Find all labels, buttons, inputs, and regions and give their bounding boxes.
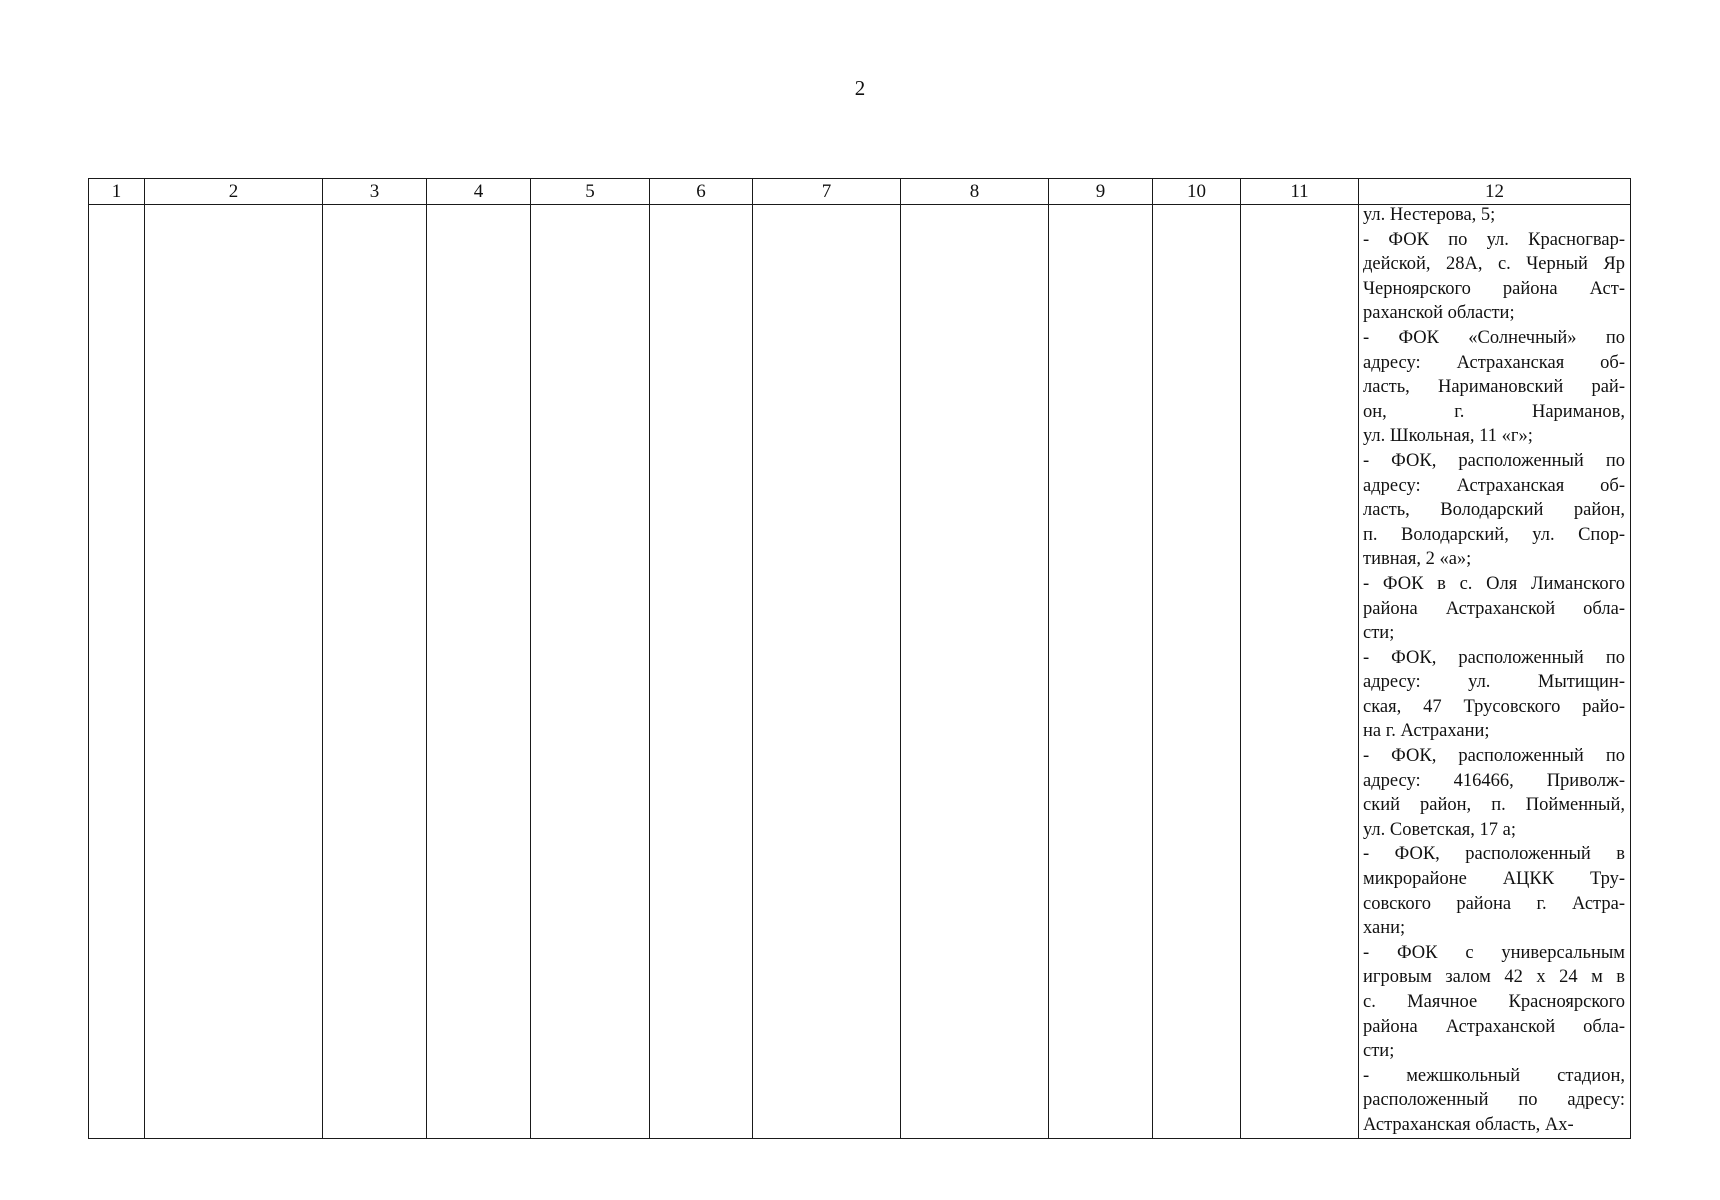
facility-text-line: ул. Школьная, 11 «г»;: [1363, 426, 1533, 447]
table-cell-col-5: [531, 205, 650, 1139]
facility-text-line: микрорайоне АЦКК Тру-: [1363, 869, 1625, 890]
facility-text-line: - ФОК по ул. Красногвар-: [1363, 229, 1625, 250]
table-cell-col-10: [1153, 205, 1241, 1139]
document-table: [88, 178, 1631, 1139]
column-header-8: 8: [901, 179, 1049, 205]
facility-text-line: ская, 47 Трусовского райо-: [1363, 696, 1625, 717]
facility-text-line: района Астраханской обла-: [1363, 598, 1625, 619]
facility-list-text: [1359, 203, 1630, 1138]
facility-text-line: - ФОК, расположенный по: [1363, 647, 1625, 668]
facility-text-line: сти;: [1363, 1041, 1395, 1062]
facility-text-line: - ФОК, расположенный по: [1363, 450, 1625, 471]
column-header-7: 7: [753, 179, 901, 205]
facility-text-line: - ФОК «Солнечный» по: [1363, 327, 1625, 348]
table-cell-col-6: [650, 205, 753, 1139]
facility-text-line: - ФОК, расположенный по: [1363, 746, 1625, 767]
facility-text-line: ласть, Наримановский рай-: [1363, 377, 1625, 398]
table-cell-col-3: [323, 205, 427, 1139]
facility-text-line: района Астраханской обла-: [1363, 1016, 1625, 1037]
facility-text-line: - ФОК в с. Оля Лиманского: [1363, 573, 1625, 594]
facility-text-line: тивная, 2 «а»;: [1363, 549, 1472, 570]
column-header-5: 5: [531, 179, 650, 205]
facility-text-line: сти;: [1363, 623, 1395, 644]
table-cell-col-11: [1241, 205, 1359, 1139]
facility-text-line: расположенный по адресу:: [1363, 1090, 1625, 1111]
document-table-container: [88, 178, 1630, 1139]
facility-text-line: - ФОК, расположенный в: [1363, 844, 1625, 865]
page-number: 2: [854, 76, 866, 100]
column-header-12: 12: [1359, 179, 1631, 205]
table-cell-col-9: [1049, 205, 1153, 1139]
facility-text-line: совского района г. Астра-: [1363, 893, 1625, 914]
column-header-3: 3: [323, 179, 427, 205]
facility-text-line: хани;: [1363, 918, 1406, 939]
table-cell-col-12: [1359, 205, 1631, 1139]
table-row: [89, 205, 1631, 1139]
table-cell-col-2: [145, 205, 323, 1139]
facility-text-line: п. Володарский, ул. Спор-: [1363, 524, 1625, 545]
column-header-10: 10: [1153, 179, 1241, 205]
table-cell-col-1: [89, 205, 145, 1139]
facility-text-line: дейской, 28А, с. Черный Яр: [1363, 254, 1625, 275]
table-cell-col-7: [753, 205, 901, 1139]
facility-text-line: на г. Астрахани;: [1363, 721, 1490, 742]
header-row: [89, 179, 1631, 205]
table-cell-col-4: [427, 205, 531, 1139]
column-header-6: 6: [650, 179, 753, 205]
facility-text-line: - межшкольный стадион,: [1363, 1065, 1625, 1086]
column-header-2: 2: [145, 179, 323, 205]
facility-text-line: - ФОК с универсальным: [1363, 942, 1625, 963]
column-header-1: 1: [89, 179, 145, 205]
facility-text-line: адресу: 416466, Приволж-: [1363, 770, 1625, 791]
facility-text-line: Астраханская область, Ах-: [1363, 1114, 1574, 1135]
facility-text-line: адресу: Астраханская об-: [1363, 352, 1625, 373]
facility-text-line: ласть, Володарский район,: [1363, 500, 1625, 521]
facility-text-line: ский район, п. Пойменный,: [1363, 795, 1625, 816]
facility-text-line: раханской области;: [1363, 303, 1515, 324]
table-cell-col-8: [901, 205, 1049, 1139]
facility-text-line: адресу: Астраханская об-: [1363, 475, 1625, 496]
column-header-4: 4: [427, 179, 531, 205]
facility-text-line: с. Маячное Красноярского: [1363, 992, 1625, 1012]
facility-text-line: Черноярского района Аст-: [1363, 278, 1625, 299]
facility-text-line: ул. Нестерова, 5;: [1363, 205, 1496, 225]
facility-text-line: адресу: ул. Мытищин-: [1363, 672, 1625, 693]
facility-text-line: он, г. Нариманов,: [1363, 401, 1625, 422]
facility-text-line: ул. Советская, 17 а;: [1363, 819, 1517, 840]
column-header-11: 11: [1241, 179, 1359, 205]
column-header-9: 9: [1049, 179, 1153, 205]
facility-text-line: игровым залом 42 х 24 м в: [1363, 967, 1625, 988]
